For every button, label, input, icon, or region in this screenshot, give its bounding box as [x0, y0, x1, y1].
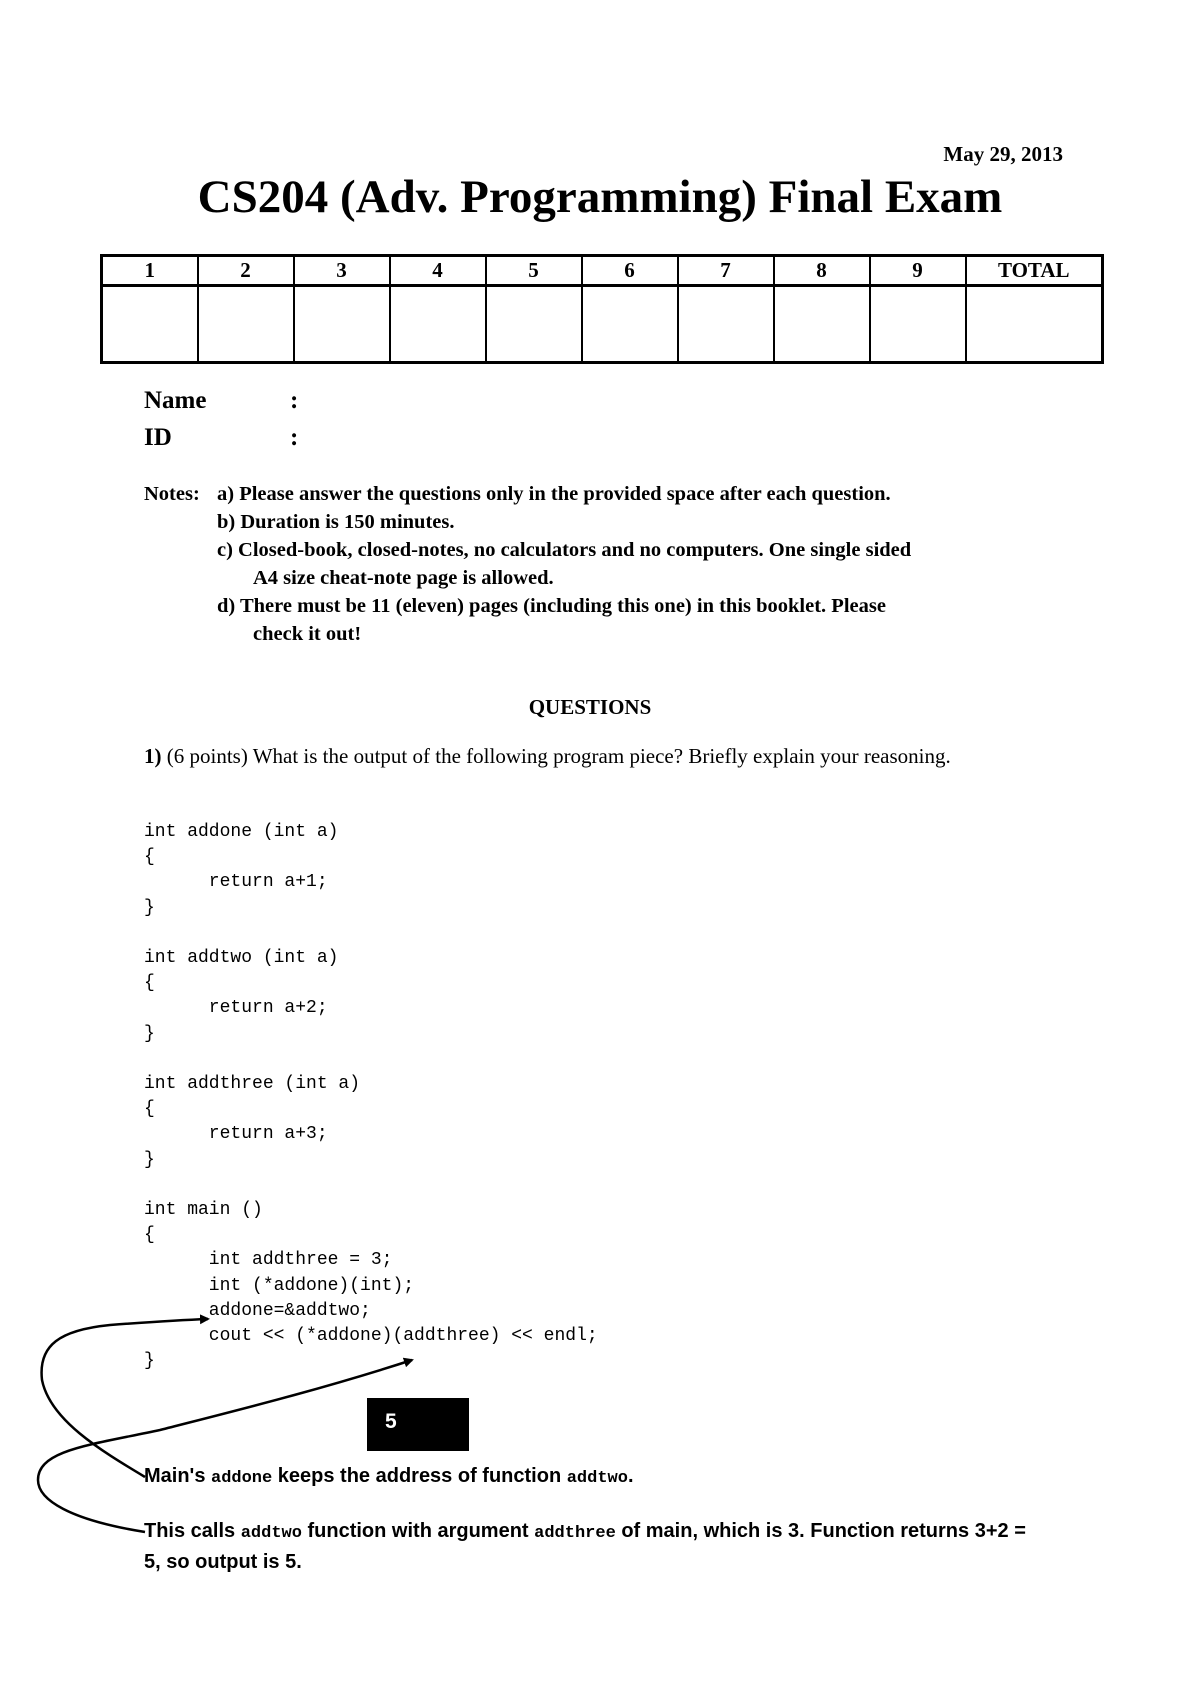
- questions-heading: QUESTIONS: [528, 695, 652, 719]
- code-line: int main (): [144, 1200, 263, 1220]
- code-line: int addthree (int a): [144, 1074, 361, 1094]
- code-line: return a+1;: [144, 872, 328, 893]
- explanation-2-code2: addthree: [534, 1524, 616, 1543]
- notes-heading: Notes:: [144, 483, 200, 505]
- code-line: return a+2;: [144, 998, 328, 1019]
- id-label: ID: [144, 424, 172, 451]
- explanation-1-code2: addtwo: [566, 1469, 628, 1488]
- explanation-1-mid: keeps the address of function: [272, 1465, 567, 1487]
- id-colon: :: [290, 424, 299, 451]
- code-line: {: [144, 973, 155, 994]
- score-col-5: 5: [486, 256, 582, 286]
- code-line: }: [144, 1149, 155, 1170]
- code-line: int addtwo (int a): [144, 948, 339, 968]
- question-1-text: (6 points) What is the output of the following program piece? Briefly explain your reasoning.: [166, 744, 951, 768]
- score-col-total: TOTAL: [966, 256, 1103, 286]
- note-a: a) Please answer the questions only in the provided space after each question.: [217, 483, 891, 505]
- score-col-4: 4: [390, 256, 486, 286]
- name-colon: :: [290, 387, 299, 414]
- code-line: {: [144, 847, 155, 868]
- code-line: int (*addone)(int);: [144, 1275, 415, 1296]
- exam-date: May 29, 2013: [943, 142, 1063, 166]
- question-1-number: 1): [144, 744, 162, 768]
- score-col-8: 8: [774, 256, 870, 286]
- code-line: return a+3;: [144, 1124, 328, 1145]
- explanation-2-code1: addtwo: [240, 1524, 302, 1543]
- score-col-1: 1: [102, 256, 198, 286]
- arrow-to-function-call: [38, 1360, 412, 1532]
- explanation-1-pre: Main's: [144, 1465, 211, 1487]
- explanation-2-mid: function with argument: [301, 1520, 535, 1542]
- score-col-2: 2: [198, 256, 294, 286]
- note-b: b) Duration is 150 minutes.: [217, 511, 455, 533]
- code-line: {: [144, 1099, 155, 1120]
- code-line: }: [144, 1023, 155, 1044]
- score-col-7: 7: [678, 256, 774, 286]
- note-d-line1: d) There must be 11 (eleven) pages (including this one) in this booklet. Please: [217, 595, 886, 617]
- score-col-3: 3: [294, 256, 390, 286]
- code-line: {: [144, 1225, 155, 1246]
- explanation-1-post: .: [627, 1465, 634, 1487]
- code-line: int addthree = 3;: [144, 1250, 393, 1271]
- score-col-9: 9: [870, 256, 966, 286]
- note-c-line1: c) Closed-book, closed-notes, no calculators and no computers. One single sided: [217, 539, 912, 561]
- code-line: int addone (int a): [144, 822, 339, 842]
- code-line: cout << (*addone)(addthree) << endl;: [144, 1326, 598, 1346]
- note-c-line2: A4 size cheat-note page is allowed.: [253, 567, 554, 589]
- score-col-6: 6: [582, 256, 678, 286]
- exam-title: CS204 (Adv. Programming) Final Exam: [197, 171, 1003, 223]
- code-line: }: [144, 897, 155, 918]
- note-d-line2: check it out!: [253, 623, 362, 645]
- answer-output: 5: [385, 1410, 397, 1433]
- code-line: }: [144, 1351, 155, 1372]
- explanation-1-code1: addone: [211, 1469, 273, 1488]
- name-label: Name: [144, 387, 207, 414]
- code-line: addone=&addtwo;: [144, 1300, 371, 1321]
- explanation-2-pre: This calls: [144, 1520, 241, 1542]
- explanation-2-post: of main, which is 3. Function returns 3+2 = 5, so output is 5.: [144, 1520, 1026, 1573]
- arrow-to-addone-assignment: [42, 1319, 208, 1477]
